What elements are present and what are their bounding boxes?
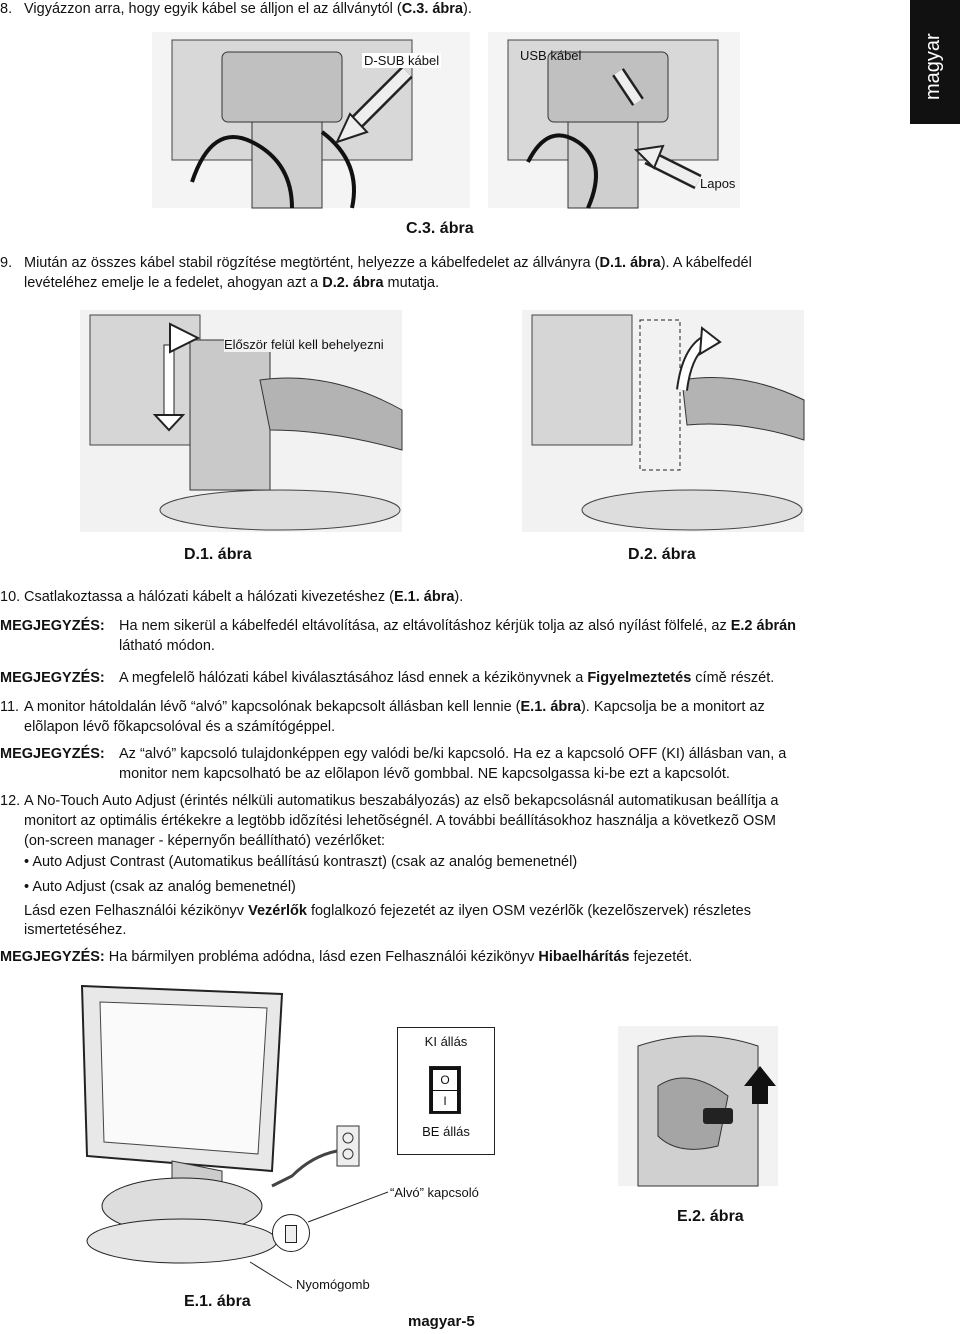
figure-ref: C.3. ábra	[401, 1, 463, 17]
step-12: 12. A No-Touch Auto Adjust (érintés nélküli automatikus beszabályozás) az elsõ bekapcsolásnál automatikusan beállítja a monitort az optimális értékekre a legtöbb idõzítési lehetõségnél. A további beállításokhoz használja a következõ OSM (on-screen manager - képernyőn beállítható) vezérlőket: • Auto Adjust Contrast (Automatikus beállítású kontraszt) (csak az analóg bemenetnél) • Auto Adjust (csak az analóg bemenetnél) Lásd ezen Felhasználói kézikönyv Vezérlők foglalkozó fejezetét az ilyen OSM vezérlõk (kezelõszervek) részletes ismertetéséhez.	[0, 793, 779, 938]
insert-label: Először felül kell behelyezni	[224, 337, 384, 352]
rocker-switch-icon: O I	[429, 1066, 461, 1114]
figure-ref: D.2. ábra	[322, 275, 384, 291]
figure-caption-d2: D.2. ábra	[628, 546, 696, 563]
note-1: MEGJEGYZÉS: Ha nem sikerül a kábelfedél eltávolítása, az eltávolításhoz kérjük tolja az alsó nyílást fölfelé, az E.2 ábrán látható módon.	[0, 618, 797, 654]
note-3: MEGJEGYZÉS: Az “alvó” kapcsoló tulajdonképpen egy valódi be/ki kapcsoló. Ha ez a kapcsoló OFF (KI) állásban van, a monitor nem kapcsolható be az elõlapon lévõ gombbal. NE kapcsolgassa ki-be ezt a kapcsolót.	[0, 746, 787, 782]
bullet-icon: •	[24, 854, 30, 870]
figure-ref: D.1. ábra	[599, 255, 661, 271]
sleep-switch-label: “Alvó” kapcsoló	[390, 1185, 479, 1200]
note-4: MEGJEGYZÉS: Ha bármilyen probléma adódna, lásd ezen Felhasználói kézikönyv Hibaelhárítás fejezetét.	[0, 949, 693, 965]
cover-slot-illustration	[618, 1026, 778, 1186]
figure-caption-e1: E.1. ábra	[184, 1293, 251, 1310]
figure-caption-e2: E.2. ábra	[677, 1208, 744, 1225]
page-number: magyar-5	[408, 1313, 475, 1330]
figure-caption-c3: C.3. ábra	[406, 220, 474, 237]
step-10: 10. Csatlakoztassa a hálózati kábelt a hálózati kivezetéshez (E.1. ábra).	[0, 589, 464, 605]
step-number: 9.	[0, 255, 13, 271]
bullet-icon: •	[24, 879, 30, 895]
note-heading: MEGJEGYZÉS:	[0, 618, 105, 634]
warning-ref: Figyelmeztetés	[587, 670, 692, 686]
push-button-label: Nyomógomb	[296, 1277, 370, 1292]
off-position-label: KI állás	[424, 1034, 468, 1049]
note-2: MEGJEGYZÉS: A megfelelõ hálózati kábel kiválasztásához lásd ennek a kézikönyvnek a Figyelmeztetés címě részét.	[0, 670, 775, 686]
dsub-cable-label: D-SUB kábel	[364, 53, 440, 68]
usb-cable-label: USB kábel	[520, 48, 582, 63]
chapter-ref: Vezérlők	[248, 903, 307, 919]
note-heading: MEGJEGYZÉS:	[0, 746, 105, 762]
figure-caption-d1: D.1. ábra	[184, 546, 252, 563]
language-tab-label: magyar	[922, 33, 944, 100]
note-heading: MEGJEGYZÉS:	[0, 949, 105, 965]
on-position-label: BE állás	[422, 1124, 470, 1139]
flat-label: Lapos	[700, 176, 736, 191]
chapter-ref: Hibaelhárítás	[538, 949, 630, 965]
step-9: 9. Miután az összes kábel stabil rögzítése megtörtént, helyezze a kábelfedelet az állványra (D.1. ábra). A kábelfedél levételéhez emelje le a fedelet, ahogyan azt a D.2. ábra mutatja.	[0, 255, 752, 291]
step-number: 8.	[0, 1, 13, 17]
bullet-item: • Auto Adjust (csak az analóg bemenetnél)	[24, 879, 296, 895]
step-number: 11.	[0, 699, 20, 715]
step-number: 10.	[0, 589, 21, 605]
bullet-item: • Auto Adjust Contrast (Automatikus beállítású kontraszt) (csak az analóg bemenetnél)	[24, 854, 578, 870]
note-heading: MEGJEGYZÉS:	[0, 670, 105, 686]
figure-ref: E.2 ábrán	[730, 618, 797, 634]
step-number: 12.	[0, 793, 21, 809]
figure-ref: E.1. ábra	[393, 589, 455, 605]
figure-ref: E.1. ábra	[520, 699, 581, 715]
step-11: 11. A monitor hátoldalán lévõ “alvó” kapcsolónak bekapcsolt állásban kell lennie (E.1. ábra). Kapcsolja be a monitort az elõlapon lévõ fõkapcsolóval és a számítógéppel.	[0, 699, 765, 735]
figure-e2	[618, 1026, 778, 1186]
step-8: 8. Vigyázzon arra, hogy egyik kábel se álljon el az állványtól (C.3. ábra).	[0, 1, 472, 17]
